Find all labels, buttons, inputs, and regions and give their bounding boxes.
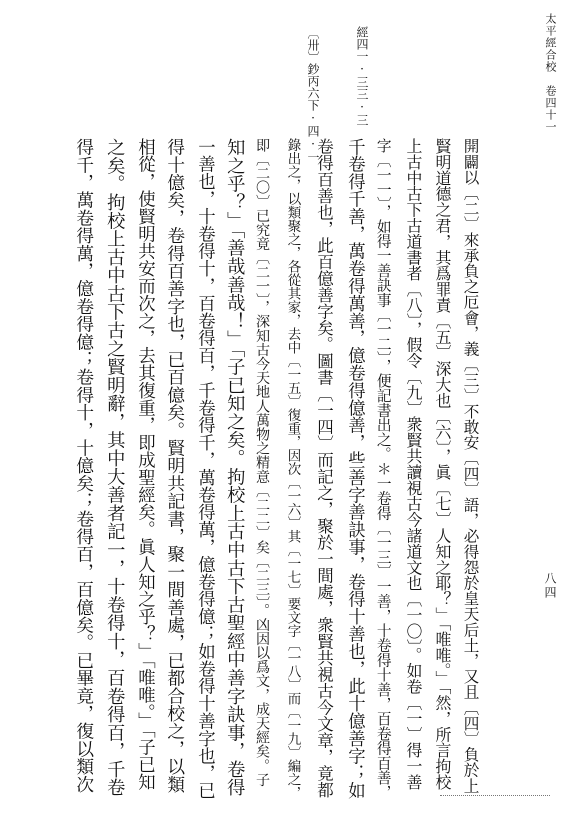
text-column-4: 字〔一一〕，如得一善訣事〔一二〕，便記書出之。＊一卷得〔一三〕一善，十卷得十善，百卷得百善， [374,138,392,800]
text-column-6: 卷得百善也，此百億善字矣。圖書〔一四〕而記之，聚於一間處，衆賢共視古今文章，竟都 [314,138,334,798]
text-column-9: 知之乎？」「善哉善哉！」「子已知之矣。拘校上古中古下古聖經中善字訣事，卷得 [224,138,246,797]
text-column-2: 賢明道德之君，其爲罪責〔五〕深大也〔六〕，眞〔七〕人知之耶？」「唯唯。」「然，所言拘校 [432,138,452,790]
text-column-5: 千卷得千善，萬卷得萬善，億卷得億善，些善字善訣事，卷得十善也，此十億善字；如 [344,138,365,800]
text-column-1: 開闢以〔二〕來承負之厄會，義〔三〕不敢安〔四〕語，必得怨於皇天后土，又且〔四〕負於上 [461,138,480,794]
text-column-7: 錄出之，以類聚之，各從其家，去中〔一五〕復重，因次〔一六〕其〔一七〕要文字〔一八〕而〔一九〕編之， [284,138,301,800]
text-column-14: 得千，萬卷得萬，億卷得億；卷得十，十億矣；卷得百，百億矣。已畢竟，復以類次 [73,138,94,793]
text-column-8: 即〔二〇〕已究竟〔二一〕，深知古今天地人萬物之精意〔二二〕矣〔二三〕。凶因以爲文，成天經矣。子 [254,138,271,787]
source-note-1: 經四一·三三·三 [355,26,369,126]
source-note-2: 〔卅〕鈔丙六下·四·一 [306,27,320,163]
text-column-11: 得十億矣，卷得百善字也，已百億矣。賢明共記書，聚一間善處，已都合校之，以類 [164,138,185,793]
page-number: 八四 [543,572,557,600]
text-column-13: 之矣。拘校上古中古下古之賢明辭，其中大善者記一，十卷得十，百卷得百，千卷 [104,138,126,797]
text-column-3: 上古中古下古道書者〔八〕，假令〔九〕衆賢共讀視古今諸道文也〔一〇〕。如卷〔一〕得一善 [403,138,423,790]
text-column-12: 相從，使賢明共安而次之，去其復重，即成聖經矣。眞人知之乎？」「唯唯。」「子已知 [134,138,155,791]
text-column-10: 一善也，十卷得十，百卷得百，千卷得千，萬卷得萬，億卷得億；如卷得十善字也，已 [194,138,215,800]
running-head-book-title: 太平經合校 卷四十一 [544,13,557,133]
scan-edge-line [440,795,550,797]
